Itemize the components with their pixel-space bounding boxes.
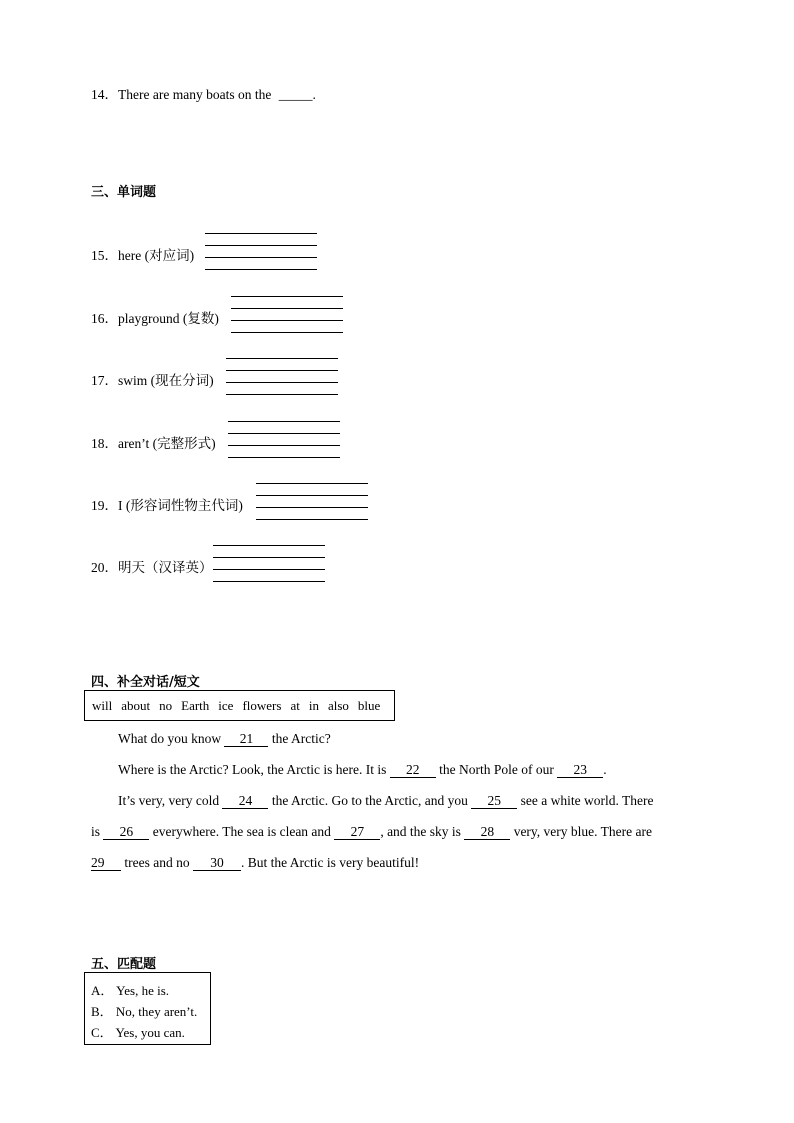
word-bank-word: in — [308, 698, 319, 713]
question-text: playground (复数) — [118, 311, 219, 326]
word-bank-word: Earth — [181, 698, 210, 713]
blank-21[interactable]: 21 — [224, 731, 268, 747]
word-bank-word: about — [121, 698, 151, 713]
option-a — [91, 980, 210, 1001]
answer-line[interactable] — [205, 257, 317, 258]
passage-text: very, very blue. There are — [513, 824, 652, 839]
word-item-20 — [91, 556, 213, 576]
blank-30[interactable]: 30 — [193, 855, 241, 871]
question-number: 17． — [91, 373, 118, 388]
answer-line[interactable] — [213, 581, 325, 582]
passage-text: , and the sky is — [380, 824, 461, 839]
passage-line-5 — [91, 855, 419, 871]
answer-line[interactable] — [231, 332, 343, 333]
question-number: 15． — [91, 248, 118, 263]
answer-line[interactable] — [231, 296, 343, 297]
passage-text: see a white world. There — [520, 793, 654, 808]
answer-line[interactable] — [205, 233, 317, 234]
answer-blank[interactable]: _____. — [278, 87, 316, 102]
answer-line[interactable] — [226, 370, 338, 371]
word-item-15 — [91, 244, 194, 264]
word-bank-word: no — [159, 698, 173, 713]
question-number: 16． — [91, 311, 118, 326]
question-text: swim (现在分词) — [118, 373, 214, 388]
answer-line[interactable] — [226, 382, 338, 383]
blank-24[interactable]: 24 — [222, 793, 268, 809]
blank-25[interactable]: 25 — [471, 793, 517, 809]
word-item-18 — [91, 432, 216, 452]
answer-line[interactable] — [205, 269, 317, 270]
passage-text: It’s very, very cold — [118, 793, 220, 808]
matching-options-box — [84, 972, 211, 1045]
blank-22[interactable]: 22 — [390, 762, 436, 778]
word-bank-word: also — [327, 698, 349, 713]
word-item-17 — [91, 369, 214, 389]
blank-28[interactable]: 28 — [464, 824, 510, 840]
answer-line[interactable] — [231, 320, 343, 321]
option-letter: B． — [91, 1004, 113, 1019]
section-heading-5: 五、匹配题 — [91, 957, 157, 972]
passage-line-1 — [118, 731, 331, 747]
question-text: aren’t (完整形式) — [118, 436, 216, 451]
question-text: here (对应词) — [118, 248, 195, 263]
answer-line[interactable] — [256, 483, 368, 484]
passage-line-4 — [91, 824, 652, 840]
question-number: 14． — [91, 87, 118, 102]
option-b — [91, 1001, 210, 1022]
option-letter: A． — [91, 983, 114, 998]
word-bank-word: blue — [357, 698, 381, 713]
passage-text: . — [603, 762, 607, 777]
passage-text: . But the Arctic is very beautiful! — [240, 855, 420, 870]
question-number: 19． — [91, 498, 118, 513]
blank-23[interactable]: 23 — [557, 762, 603, 778]
passage-line-2 — [118, 762, 607, 778]
word-item-16 — [91, 307, 219, 327]
passage-text: Where is the Arctic? Look, the Arctic is here. It is — [118, 762, 387, 777]
answer-line[interactable] — [213, 545, 325, 546]
passage-text: the Arctic. Go to the Arctic, and you — [271, 793, 468, 808]
question-text: I (形容词性物主代词) — [118, 498, 243, 513]
answer-line[interactable] — [228, 433, 340, 434]
option-text: Yes, he is. — [116, 983, 170, 998]
passage-text: is — [91, 824, 101, 839]
section-heading-4: 四、补全对话/短文 — [91, 675, 200, 690]
passage-text: What do you know — [118, 731, 222, 746]
section-heading-3: 三、单词题 — [91, 185, 157, 200]
passage-text: the Arctic? — [271, 731, 331, 746]
answer-line[interactable] — [228, 445, 340, 446]
word-bank-word: ice — [218, 698, 234, 713]
passage-text: everywhere. The sea is clean and — [152, 824, 331, 839]
answer-line[interactable] — [256, 495, 368, 496]
answer-line[interactable] — [231, 308, 343, 309]
answer-line[interactable] — [226, 394, 338, 395]
word-bank-box — [84, 690, 395, 721]
passage-text: trees and no — [124, 855, 190, 870]
answer-line[interactable] — [226, 358, 338, 359]
answer-line[interactable] — [228, 457, 340, 458]
question-text: 明天（汉译英） — [118, 560, 213, 575]
word-item-19 — [91, 494, 243, 514]
blank-26[interactable]: 26 — [103, 824, 149, 840]
passage-line-3 — [118, 793, 654, 809]
question-14 — [91, 83, 316, 103]
answer-line[interactable] — [256, 507, 368, 508]
blank-27[interactable]: 27 — [334, 824, 380, 840]
option-text: No, they aren’t. — [115, 1004, 198, 1019]
answer-line[interactable] — [256, 519, 368, 520]
option-c — [91, 1022, 210, 1043]
answer-line[interactable] — [205, 245, 317, 246]
passage-text: the North Pole of our — [439, 762, 554, 777]
word-bank-word: at — [290, 698, 300, 713]
option-letter: C． — [91, 1025, 113, 1040]
question-number: 18． — [91, 436, 118, 451]
answer-line[interactable] — [228, 421, 340, 422]
answer-line[interactable] — [213, 569, 325, 570]
question-number: 20． — [91, 560, 118, 575]
option-text: Yes, you can. — [115, 1025, 185, 1040]
answer-line[interactable] — [213, 557, 325, 558]
blank-29[interactable]: 29 — [91, 855, 121, 871]
word-bank-word: flowers — [242, 698, 282, 713]
question-text: There are many boats on the — [118, 87, 272, 102]
word-bank-word: will — [92, 698, 113, 713]
